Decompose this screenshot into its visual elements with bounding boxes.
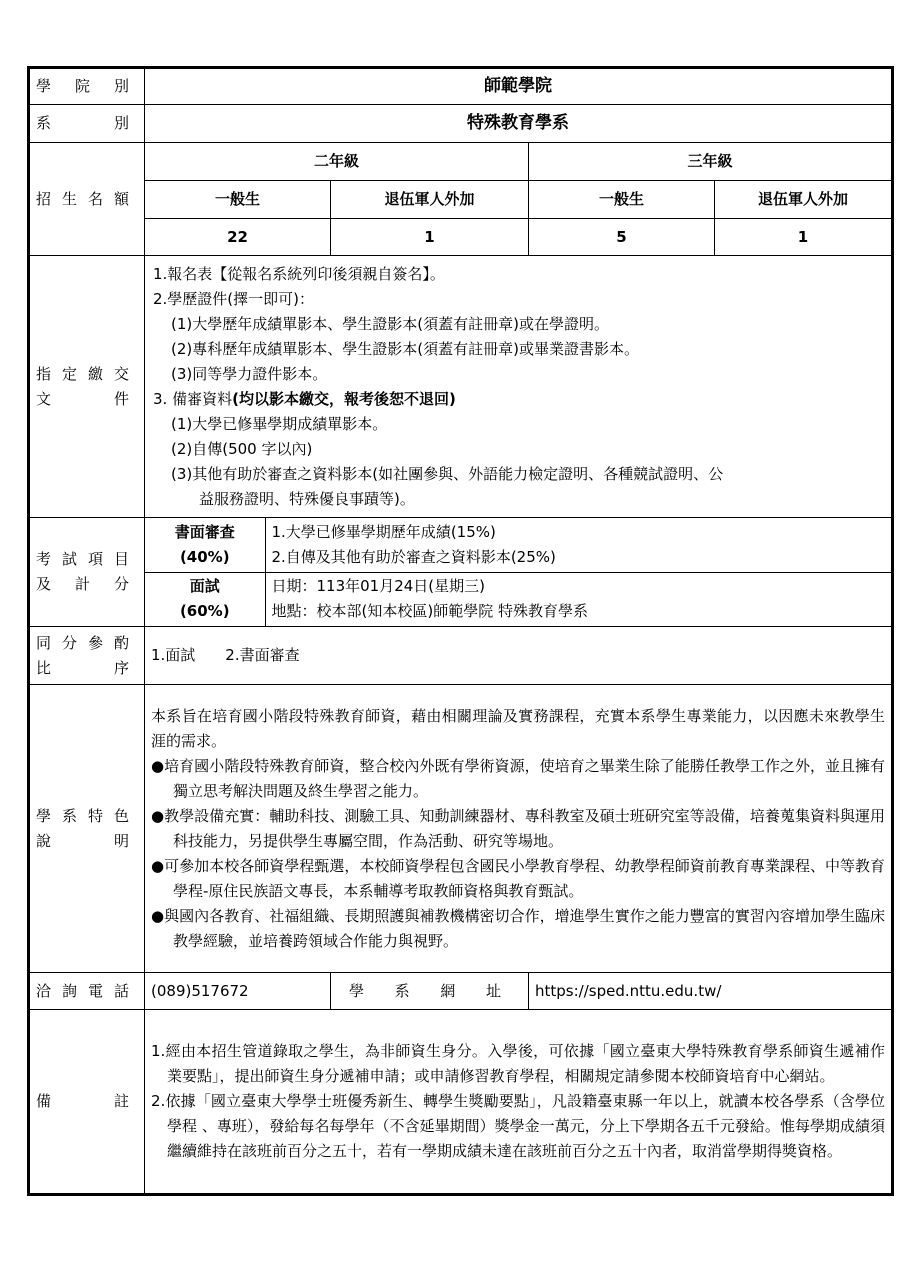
college-value: 師範學院 [145, 68, 893, 105]
feature-item: ●教學設備充實：輔助科技、測驗工具、知動訓練器材、專科教室及碩士班研究室等設備，培養蒐集資料與運用科技能力，另提供學生專屬空間，作為活動、研究等場地。 [151, 806, 886, 850]
exam-review-name [145, 518, 265, 572]
exam-interview-location: 地點：校本部(知本校區)師範學院 特殊教育學系 [271, 602, 588, 621]
doc-line: (2)自傳(500 字以內) [171, 439, 313, 458]
web-label: 學系網址 [331, 973, 529, 1010]
count-general-y3: 5 [529, 219, 715, 256]
type-veteran-y2: 退伍軍人外加 [331, 181, 529, 219]
doc-line: 1.報名表【從報名系統列印後須親自簽名】。 [153, 264, 445, 283]
type-general-y2: 一般生 [145, 181, 331, 219]
department-label: 系別 [29, 105, 145, 143]
exam-content [145, 518, 893, 627]
features-label: 學系特色說明 [29, 685, 145, 973]
exam-inner-table [145, 518, 891, 626]
exam-review-item: 1.大學已修畢學期歷年成績(15%) [271, 522, 496, 541]
notes-label: 備註 [29, 1010, 145, 1195]
phone-value: (089)517672 [145, 973, 331, 1010]
note-item: 2.依據「國立臺東大學學士班優秀新生、轉學生獎勵要點」，凡設籍臺東縣一年以上，就讀本校各學系（含學位學程 、專班），發給每名每學年（不含延畢期間）獎學金一萬元，分上下學期各五千元發給。惟每學期成績須繼續維持在該班前百分之五十，若有一學期成績未達在該班前百分之五十內者，取消當學期得獎資格。 [151, 1092, 886, 1160]
doc-line: (3)其他有助於審查之資料影本(如社團參與、外語能力檢定證明、各種競試證明、公 [171, 464, 724, 483]
year-3-header: 三年級 [529, 143, 893, 181]
exam-review-title: 書面審查 [174, 522, 235, 541]
phone-label: 洽詢電話 [29, 973, 145, 1010]
exam-review-items [265, 518, 891, 572]
doc-line-3-emphasis: (均以影本繳交，報考後恕不退回) [232, 389, 456, 408]
type-veteran-y3: 退伍軍人外加 [715, 181, 893, 219]
feature-item: ●與國內各教育、社福組織、長期照護與補教機構密切合作，增進學生實作之能力豐富的實習內容增加學生臨床教學經驗，並培養跨領域合作能力與視野。 [151, 906, 886, 950]
feature-item: ●可參加本校各師資學程甄選，本校師資學程包含國民小學教育學程、幼教學程師資前教育專業課程、中等教育學程-原住民族語文專長，本系輔導考取教師資格與教育甄試。 [151, 856, 886, 900]
doc-line: 益服務證明、特殊優良事蹟等)。 [199, 489, 415, 508]
doc-line: (2)專科歷年成績單影本、學生證影本(須蓋有註冊章)或畢業證書影本。 [171, 339, 639, 358]
year-2-header: 二年級 [145, 143, 529, 181]
documents-content [145, 256, 893, 518]
doc-line-3-prefix: 3. 備審資料 [153, 389, 233, 408]
exam-review-weight: (40%) [179, 547, 230, 566]
count-veteran-y3: 1 [715, 219, 893, 256]
tie-value: 1.面試 2.書面審查 [145, 627, 893, 685]
doc-line: (3)同等學力證件影本。 [171, 364, 328, 383]
count-general-y2: 22 [145, 219, 331, 256]
department-value: 特殊教育學系 [145, 105, 893, 143]
admission-table [27, 66, 894, 1196]
exam-interview-name [145, 572, 265, 626]
exam-interview-date: 日期：113年01月24日(星期三) [271, 577, 486, 596]
college-label: 學院別 [29, 68, 145, 105]
note-item: 1.經由本招生管道錄取之學生，為非師資生身分。入學後，可依據「國立臺東大學特殊教育學系師資生遞補作業要點」，提出師資生身分遞補申請；或申請修習教育學程，相關規定請參閱本校師資培育中心網站。 [151, 1042, 886, 1085]
documents-label: 指定繳交文件 [29, 256, 145, 518]
quota-label: 招生名額 [29, 143, 145, 256]
doc-line: 2.學歷證件(擇一即可)： [153, 289, 315, 308]
type-general-y3: 一般生 [529, 181, 715, 219]
notes-content [145, 1010, 893, 1195]
web-link[interactable]: https://sped.nttu.edu.tw/ [529, 973, 893, 1010]
features-content [145, 685, 893, 973]
tie-label: 同分參酌比序 [29, 627, 145, 685]
feature-item: ●培育國小階段特殊教育師資，整合校內外既有學術資源，使培育之畢業生除了能勝任教學工作之外，並且擁有獨立思考解決問題及終生學習之能力。 [151, 756, 886, 800]
doc-line: (1)大學歷年成績單影本、學生證影本(須蓋有註冊章)或在學證明。 [171, 314, 609, 333]
count-veteran-y2: 1 [331, 219, 529, 256]
exam-interview-weight: (60%) [179, 602, 230, 621]
exam-review-item: 2.自傳及其他有助於審查之資料影本(25%) [271, 547, 556, 566]
doc-line-3 [153, 387, 885, 412]
exam-label: 考試項目及計分 [29, 518, 145, 627]
features-intro: 本系旨在培育國小階段特殊教育師資，藉由相關理論及實務課程，充實本系學生專業能力，以因應未來教學生涯的需求。 [151, 706, 886, 750]
doc-line: (1)大學已修畢學期成績單影本。 [171, 414, 388, 433]
exam-interview-items [265, 572, 891, 626]
exam-interview-title: 面試 [189, 577, 220, 596]
